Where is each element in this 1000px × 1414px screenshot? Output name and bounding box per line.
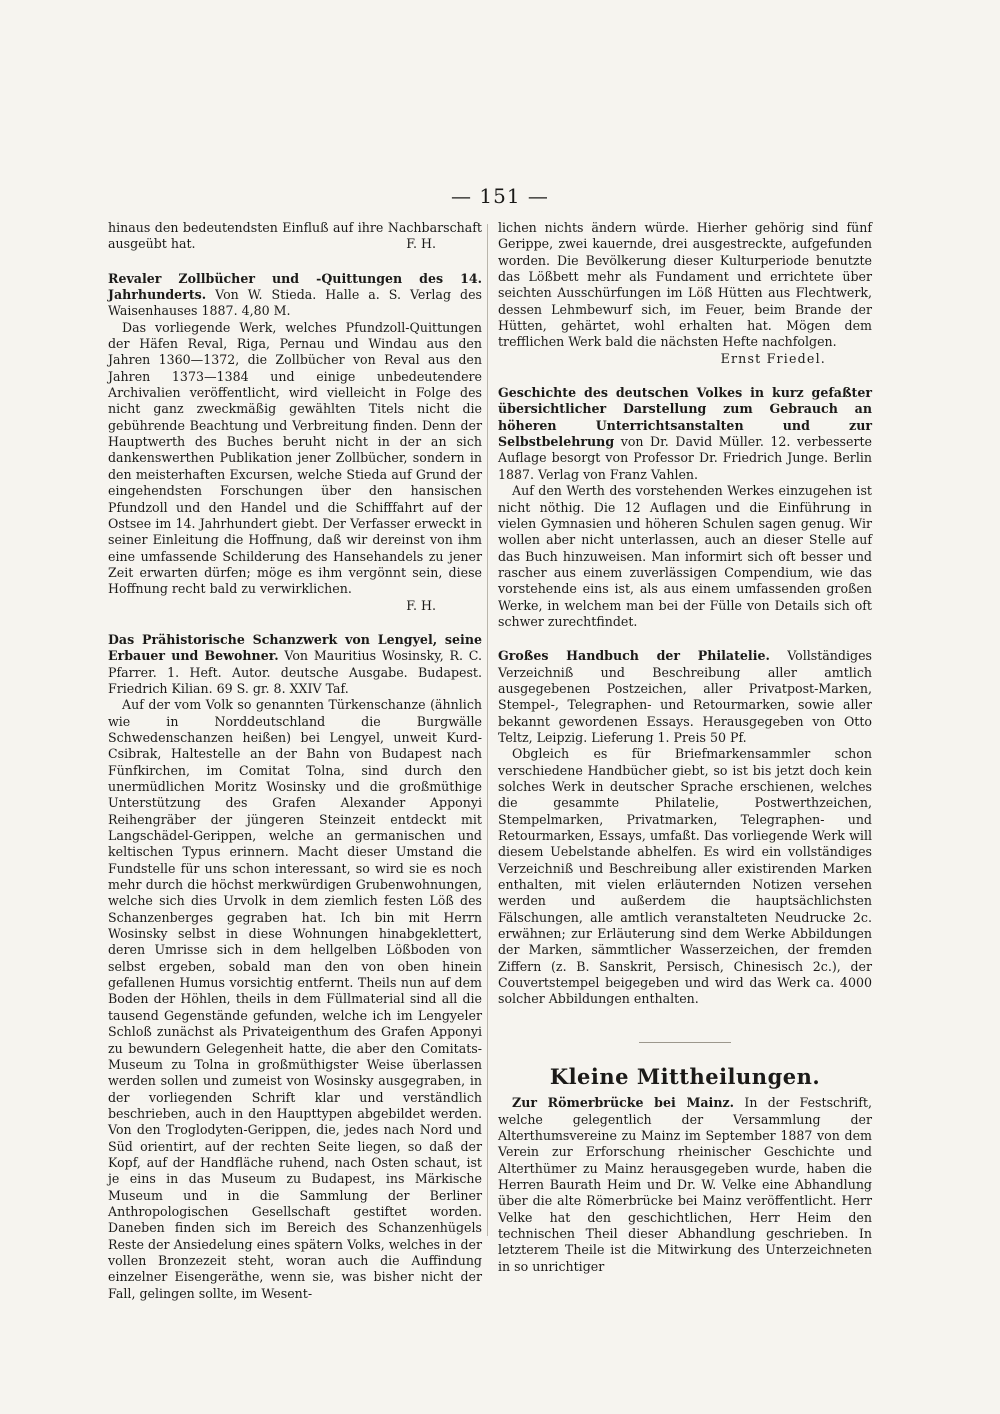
review-handbuch-philatelie [498, 648, 872, 1008]
intro-paragraph [108, 220, 482, 253]
left-column [108, 220, 482, 1320]
review-title: Das Prähistorische Schanzwerk von Lengyel, seine Erbauer und Bewohner. [108, 631, 482, 664]
column-divider [487, 224, 488, 1236]
section-divider [639, 1042, 731, 1043]
review-continuation [498, 220, 872, 367]
continuation-body: lichen nichts ändern würde. Hierher gehörig sind fünf Gerippe, zwei kauernde, drei ausgestreckte, aufgefunden worden. Die Bevölkerung dieser Kulturperiode benutzte das Lößbett mehr als Fundament und errichtete über seichten Ausschürfungen im Löß Hütten aus Flechtwerk, dessen Lehmbewurf sich, im Feuer, beim Brande der Hütten, gehärtet, wohl erhalten hat. Mögen dem trefflichen Werk bald die nächsten Hefte nachfolgen. [498, 220, 872, 350]
review-citation: Von Mauritius Wosinsky, R. C. Pfarrer. 1. Heft. Autor. deutsche Ausgabe. Budapest. Friedrich Kilian. 69 S. gr. 8. XXIV Taf. [108, 648, 482, 696]
intro-text: hinaus den bedeutendsten Einfluß auf ihre Nachbarschaft ausgeübt hat. [108, 220, 482, 252]
review-citation: Vollständiges Verzeichniß und Beschreibung aller amtlich ausgegebenen Postzeichen, aller Privatpost-Marken, Stempel-, Telegraphen- und Retourmarken, sowie aller bekannt gewordenen Essays. Herausgegeben von Otto Teltz, Leipzig. Lieferung 1. Preis 50 Pf. [498, 648, 872, 745]
review-revaler-zollbuecher [108, 271, 482, 614]
review-body: Das vorliegende Werk, welches Pfundzoll-Quittungen der Häfen Reval, Riga, Pernau und Windau aus den Jahren 1360—1372, die Zollbücher von Reval aus den Jahren 1373—1384 und einige unbedeutendere Archivalien veröffentlicht, wird vielleicht in Folge des nicht ganz zweckmäßig gewählten Titels nicht die gebührende Beachtung und Verbreitung finden. Denn der Hauptwerth des Buches beruht nicht in der an sich dankenswerthen Publikation jener Zollbücher, sondern in den meisterhaften Excursen, welche Stieda auf Grund der eingehendsten Forschungen über den hansischen Pfundzoll und den Handel und die Schifffahrt auf der Ostsee im 14. Jahrhundert giebt. Der Verfasser erweckt in seiner Einleitung die Hoffnung, daß wir dereinst von ihm eine umfassende Schilderung des Hansehandels zu jener Zeit erwarten dürfen; möge es ihm vergönnt sein, diese Hoffnung recht bald zu verwirklichen. [108, 319, 482, 597]
review-geschichte-deutschen-volkes [498, 385, 872, 630]
review-title: Geschichte des deutschen Volkes in kurz gefaßter übersichtlicher Darstellung zum Gebrauch an höheren Unterrichtsanstalten und zur Selbstbelehrung [498, 385, 872, 450]
review-body: Auf der vom Volk so genannten Türkenschanze (ähnlich wie in Norddeutschland die Burgwälle Schwedenschanzen heißen) bei Lengyel, unweit Kurd-Csibrak, Haltestelle an der Bahn von Budapest nach Fünfkirchen, im Comitat Tolna, sind durch den unermüdlichen Moritz Wosinsky und die großmüthige Unterstützung des Grafen Alexander Apponyi Reihengräber der jüngeren Steinzeit entdeckt mit Langschädel-Gerippen, welche an germanischen und keltischen Typus erinnern. Macht dieser Umstand die Fundstelle für uns schon interessant, so wird sie es noch mehr durch die höchst merkwürdigen Grubenwohnungen, welche sich dies Urvolk in dem ziemlich festen Löß des Schanzenberges gegraben hat. Ich bin mit Herrn Wosinsky selbst in diese Wohnungen hinabgeklettert, deren Umrisse sich in dem hellgelben Lößboden von selbst ergeben, sobald man den von oben hinein gefallenen Humus vorsichtig entfernt. Theils nun auf dem Boden der Höhlen, theils in dem Füllmaterial sind all die tausend Gegenstände gefunden, welche ich im Lengyeler Schloß zunächst als Privateigenthum des Grafen Apponyi zu bewundern Gelegenheit hatte, die aber den Comitats-Museum zu Tolna in großmüthigster Weise überlassen werden sollen und zumeist von Wosinsky ausgegraben, in der vorliegenden Schrift klar und verständlich beschrieben, auch in den Haupttypen abgebildet werden. Von den Troglodyten-Gerippen, die, jedes nach Nord und Süd orientirt, auf der rechten Seite liegen, so daß der Kopf, auf der Handfläche ruhend, nach Osten schaut, ist je eins in das Museum zu Budapest, ins Märkische Museum und in die Sammlung der Berliner Anthropologischen Gesellschaft gestiftet worden. Daneben finden sich im Bereich des Schanzenhügels Reste der Ansiedelung eines spätern Volks, welches in der vollen Bronzezeit steht, woran auch die Auffindung einzelner Eisengeräthe, wenn sie, was bisher nicht der Fall, gelingen sollte, im Wesent- [108, 697, 482, 1301]
review-citation: von Dr. David Müller. 12. verbesserte Auflage besorgt von Professor Dr. Friedrich Junge. Berlin 1887. Verlag von Franz Vahlen. [498, 434, 872, 482]
right-column [498, 220, 872, 1293]
review-body: Obgleich es für Briefmarkensammler schon verschiedene Handbücher giebt, so ist bis jetzt doch kein solches Werk in deutscher Sprache erschienen, welches die gesammte Philatelie, Postwerthzeichen, Stempelmarken, Privatmarken, Telegraphen- und Retourmarken, Essays, umfaßt. Das vorliegende Werk will diesem Uebelstande abhelfen. Es wird ein vollständiges Verzeichniß und Beschreibung aller existirenden Marken enthalten, mit vielen erläuternden Notizen versehen werden und außerdem die hauptsächlichsten Fälschungen, alle amtlich veranstalteten Neudrucke 2c. erwähnen; zur Erläuterung sind dem Werke Abbildungen der Marken, sämmtlicher Wasserzeichen, der fremden Ziffern (z. B. Sanskrit, Persisch, Chinesisch 2c.), der Couvertstempel beigegeben und wird das Werk ca. 4000 solcher Abbildungen enthalten. [498, 746, 872, 1007]
intro-signature: F. H. [406, 236, 436, 252]
page-number: — 151 — [451, 184, 549, 208]
continuation-signature: Ernst Friedel. [720, 350, 826, 366]
review-title: Revaler Zollbücher und -Quittungen des 14. Jahrhunderts. [108, 270, 482, 303]
notice-body: In der Festschrift, welche gelegentlich der Versammlung der Alterthumsvereine zu Mainz im September 1887 von dem Verein zur Erforschung rheinischer Geschichte und Alterthümer zu Mainz herausgegeben wurde, haben die Herren Baurath Heim und Dr. W. Velke eine Abhandlung über die alte Römerbrücke bei Mainz veröffentlicht. Herr Velke hat den geschichtlichen, Herr Heim den technischen Theil dieser Abhandlung geschrieben. In letzterem Theile ist die Mitwirkung des Unterzeichneten in so unrichtiger [498, 1095, 872, 1274]
review-title: Großes Handbuch der Philatelie. [498, 648, 770, 664]
review-body: Auf den Werth des vorstehenden Werkes einzugehen ist nicht nöthig. Die 12 Auflagen und die Einführung in vielen Gymnasien und höheren Schulen sagen genug. Wir wollen aber nicht unterlassen, auch an dieser Stelle auf das Buch hinzuweisen. Man informirt sich oft besser und rascher aus einem zuverlässigen Compendium, wie das vorstehende eins ist, als aus einem umfassenden großen Werke, in welchem man bei der Fülle von Details sich oft schwer zurechtfindet. [498, 483, 872, 629]
review-signature: F. H. [406, 597, 436, 613]
section-heading: Kleine Mittheilungen. [549, 1063, 821, 1089]
review-citation: Von W. Stieda. Halle a. S. Verlag des Waisenhauses 1887. 4,80 M. [108, 287, 482, 319]
review-schanzwerk-lengyel [108, 632, 482, 1302]
notice-title: Zur Römerbrücke bei Mainz. [512, 1095, 735, 1111]
notice-roemerbruecke [498, 1095, 872, 1275]
